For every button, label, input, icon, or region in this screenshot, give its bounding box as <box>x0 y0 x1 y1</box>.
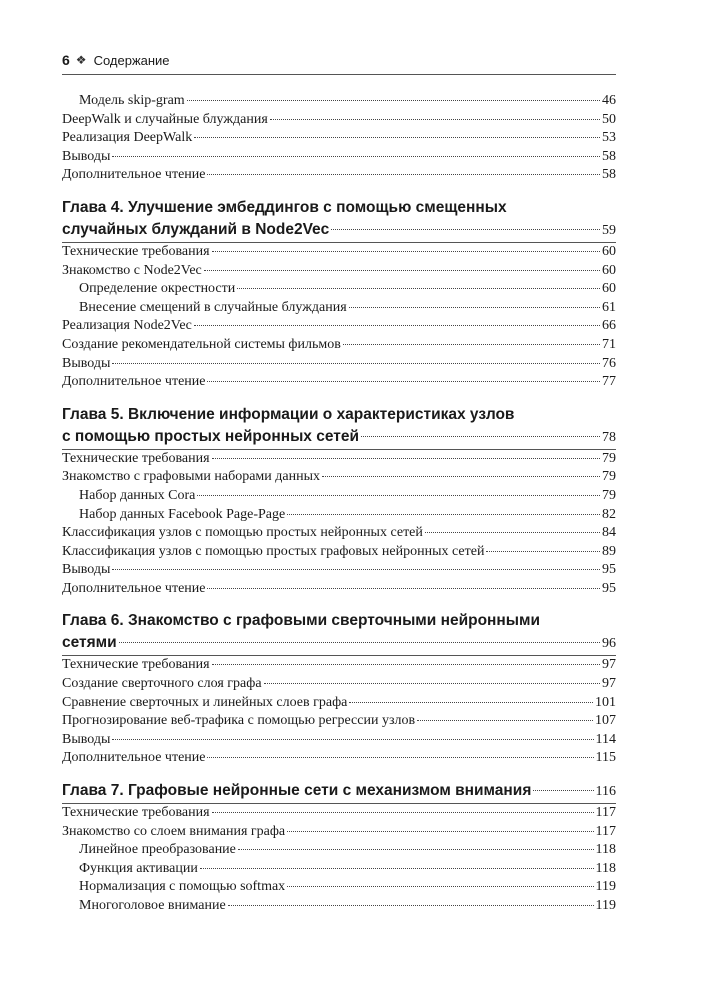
toc-entry-title: Сравнение сверточных и линейных слоев графа <box>62 694 348 710</box>
toc-section-entry <box>62 317 616 336</box>
dot-leader <box>112 739 593 740</box>
toc-entry-page: 60 <box>602 262 616 278</box>
toc-subsection-entry <box>62 299 616 318</box>
toc-entry-page: 60 <box>602 243 616 259</box>
toc-entry-title: Выводы <box>62 731 111 747</box>
dot-leader <box>486 551 600 552</box>
toc-section-entry <box>62 166 616 185</box>
toc-entry-page: 61 <box>602 299 616 315</box>
chapter-heading-line2: с помощью простых нейронных сетей <box>62 427 360 445</box>
toc-entry-page: 53 <box>602 130 616 146</box>
dot-leader <box>207 588 600 589</box>
header-rule <box>62 74 616 75</box>
toc-entry-title: Классификация узлов с помощью простых нейронных сетей <box>62 525 423 541</box>
dot-leader <box>343 344 600 345</box>
toc-section-entry <box>62 580 616 599</box>
toc-entry-page: 46 <box>602 93 616 108</box>
chapter-heading-line2: случайных блужданий в Node2Vec <box>62 220 330 238</box>
toc-entry-title: Технические требования <box>62 805 210 821</box>
dot-leader <box>187 100 600 101</box>
dot-leader <box>264 683 600 684</box>
chapter-entries <box>62 450 616 599</box>
toc-subsection-entry <box>62 860 616 879</box>
toc-section-entry <box>62 823 616 842</box>
toc-entry-title: Дополнительное чтение <box>62 374 206 390</box>
toc-section-entry <box>62 712 616 731</box>
toc-subsection-entry <box>62 280 616 299</box>
toc-entry-page: 82 <box>602 506 616 522</box>
page-header <box>62 50 616 70</box>
toc-section-entry <box>62 148 616 167</box>
toc-subsection-entry <box>62 897 616 916</box>
toc-entry-title: Выводы <box>62 562 111 578</box>
toc-entry-title: Набор данных Facebook Page-Page <box>79 506 286 522</box>
toc-subsection-entry <box>62 487 616 506</box>
toc-section-entry <box>62 749 616 768</box>
dot-leader <box>331 229 600 230</box>
chapter-block <box>62 404 616 599</box>
dot-leader <box>361 436 600 437</box>
dot-leader <box>119 642 600 643</box>
toc-entry-page: 89 <box>602 543 616 559</box>
dot-leader <box>194 325 600 326</box>
dot-leader <box>417 720 593 721</box>
chapter-entries <box>62 656 616 768</box>
toc-section-entry <box>62 262 616 281</box>
toc-entry-title: Знакомство с Node2Vec <box>62 262 202 278</box>
toc-subsection-entry <box>62 92 616 111</box>
dot-leader <box>112 569 600 570</box>
chapter-entries <box>62 243 616 392</box>
toc-entry-page: 119 <box>595 879 616 895</box>
toc-entry-page: 117 <box>595 805 616 821</box>
toc-entry-page: 107 <box>595 713 616 729</box>
toc-entry-title: Классификация узлов с помощью простых графовых нейронных сетей <box>62 543 485 559</box>
dot-leader <box>270 119 600 120</box>
toc-entry-title: Прогнозирование веб-трафика с помощью регрессии узлов <box>62 713 416 729</box>
toc-entry-page: 118 <box>595 842 616 858</box>
toc-entry-title: Знакомство с графовыми наборами данных <box>62 469 320 485</box>
toc-entry-title: Набор данных Cora <box>79 487 196 503</box>
toc-entry-page: 79 <box>602 450 616 466</box>
dot-leader <box>533 790 593 791</box>
toc-section-entry <box>62 675 616 694</box>
chapter-page: 59 <box>602 222 616 238</box>
toc-entry-page: 95 <box>602 580 616 596</box>
dot-leader <box>349 702 593 703</box>
toc-entry-title: Выводы <box>62 355 111 371</box>
chapter-heading <box>62 426 616 448</box>
toc-entry-page: 60 <box>602 281 616 297</box>
dot-leader <box>322 476 600 477</box>
dot-leader <box>112 156 600 157</box>
header-title: Содержание <box>93 52 170 68</box>
dot-leader <box>287 514 600 515</box>
chapter-heading-line2: Глава 7. Графовые нейронные сети с механизмом внимания <box>62 782 532 800</box>
dot-leader <box>237 288 600 289</box>
chapter-block <box>62 780 616 916</box>
toc-section-entry <box>62 561 616 580</box>
toc-entry-title: Технические требования <box>62 657 210 673</box>
dot-leader <box>287 886 593 887</box>
table-of-contents <box>62 92 616 916</box>
chapter-heading-line1: Глава 5. Включение информации о характеристиках узлов <box>62 405 515 423</box>
chapter-page: 78 <box>602 429 616 445</box>
toc-entry-page: 58 <box>602 148 616 164</box>
toc-entry-title: Дополнительное чтение <box>62 580 206 596</box>
toc-entry-title: Реализация Node2Vec <box>62 318 192 334</box>
toc-entry-title: Внесение смещений в случайные блуждания <box>79 299 347 315</box>
chapter-heading <box>62 632 616 654</box>
toc-section-entry <box>62 355 616 374</box>
toc-subsection-entry <box>62 841 616 860</box>
page-number: 6 <box>62 52 70 68</box>
toc-entry-title: Определение окрестности <box>79 281 236 297</box>
toc-entry-page: 66 <box>602 318 616 334</box>
toc-entry-page: 50 <box>602 111 616 127</box>
toc-entry-page: 84 <box>602 525 616 541</box>
toc-entry-page: 117 <box>595 823 616 839</box>
chapter-page: 96 <box>602 636 616 652</box>
dot-leader <box>238 849 594 850</box>
dot-leader <box>212 251 600 252</box>
toc-entry-title: Линейное преобразование <box>79 842 236 858</box>
dot-leader <box>212 458 600 459</box>
toc-entry-page: 58 <box>602 167 616 183</box>
dot-leader <box>204 270 600 271</box>
toc-section-entry <box>62 694 616 713</box>
toc-section-entry <box>62 450 616 469</box>
toc-entry-title: Выводы <box>62 148 111 164</box>
dot-leader <box>112 363 600 364</box>
toc-entry-page: 119 <box>595 898 616 913</box>
toc-subsection-entry <box>62 506 616 525</box>
dot-leader <box>207 174 600 175</box>
chapter-heading <box>62 219 616 241</box>
toc-entry-title: Реализация DeepWalk <box>62 130 193 146</box>
toc-subsection-entry <box>62 878 616 897</box>
toc-entry-page: 97 <box>602 676 616 692</box>
toc-section-entry <box>62 804 616 823</box>
toc-entry-page: 79 <box>602 487 616 503</box>
toc-entry-title: Технические требования <box>62 450 210 466</box>
toc-entry-page: 115 <box>595 750 616 766</box>
toc-entry-page: 71 <box>602 336 616 352</box>
toc-section-entry <box>62 468 616 487</box>
toc-entry-page: 95 <box>602 562 616 578</box>
ornament-icon: ❖ <box>75 53 87 67</box>
toc-section-entry <box>62 543 616 562</box>
toc-entry-title: Технические требования <box>62 243 210 259</box>
toc-entry-title: Дополнительное чтение <box>62 750 206 766</box>
toc-entry-page: 79 <box>602 469 616 485</box>
toc-entry-title: Нормализация с помощью softmax <box>79 879 286 895</box>
chapter-page: 116 <box>595 784 616 800</box>
dot-leader <box>425 532 600 533</box>
toc-entry-title: Многоголовое внимание <box>79 898 226 913</box>
toc-entry-title: Модель skip-gram <box>79 93 185 108</box>
toc-section-entry <box>62 243 616 262</box>
toc-section-entry <box>62 373 616 392</box>
chapter-heading-line1: Глава 6. Знакомство с графовыми сверточными нейронными <box>62 612 541 630</box>
toc-entry-title: Создание рекомендательной системы фильмов <box>62 336 341 352</box>
toc-entry-page: 114 <box>595 731 616 747</box>
chapter-block <box>62 197 616 392</box>
dot-leader <box>228 905 594 906</box>
dot-leader <box>194 137 600 138</box>
chapter-heading-line2: сетями <box>62 634 117 652</box>
toc-entry-title: Создание сверточного слоя графа <box>62 676 262 692</box>
chapter-entries <box>62 804 616 916</box>
dot-leader <box>207 381 600 382</box>
toc-section-entry <box>62 524 616 543</box>
toc-entry-page: 118 <box>595 860 616 876</box>
toc-section-entry <box>62 129 616 148</box>
toc-entry-title: Знакомство со слоем внимания графа <box>62 823 286 839</box>
toc-entry-page: 77 <box>602 374 616 390</box>
chapter-block <box>62 610 616 768</box>
dot-leader <box>200 868 594 869</box>
toc-section-entry <box>62 656 616 675</box>
toc-section-entry <box>62 336 616 355</box>
dot-leader <box>197 495 600 496</box>
dot-leader <box>207 757 593 758</box>
dot-leader <box>212 812 594 813</box>
chapter-heading-line1: Глава 4. Улучшение эмбеддингов с помощью смещенных <box>62 198 507 216</box>
chapter-heading <box>62 780 616 802</box>
toc-entry-title: Функция активации <box>79 860 198 876</box>
toc-entry-page: 101 <box>595 694 616 710</box>
toc-entry-title: DeepWalk и случайные блуждания <box>62 111 268 127</box>
toc-section-entry <box>62 111 616 130</box>
dot-leader <box>349 307 600 308</box>
dot-leader <box>212 664 600 665</box>
toc-entry-page: 76 <box>602 355 616 371</box>
dot-leader <box>287 831 593 832</box>
toc-entry-title: Дополнительное чтение <box>62 167 206 183</box>
toc-entry-page: 97 <box>602 657 616 673</box>
toc-section-entry <box>62 731 616 750</box>
